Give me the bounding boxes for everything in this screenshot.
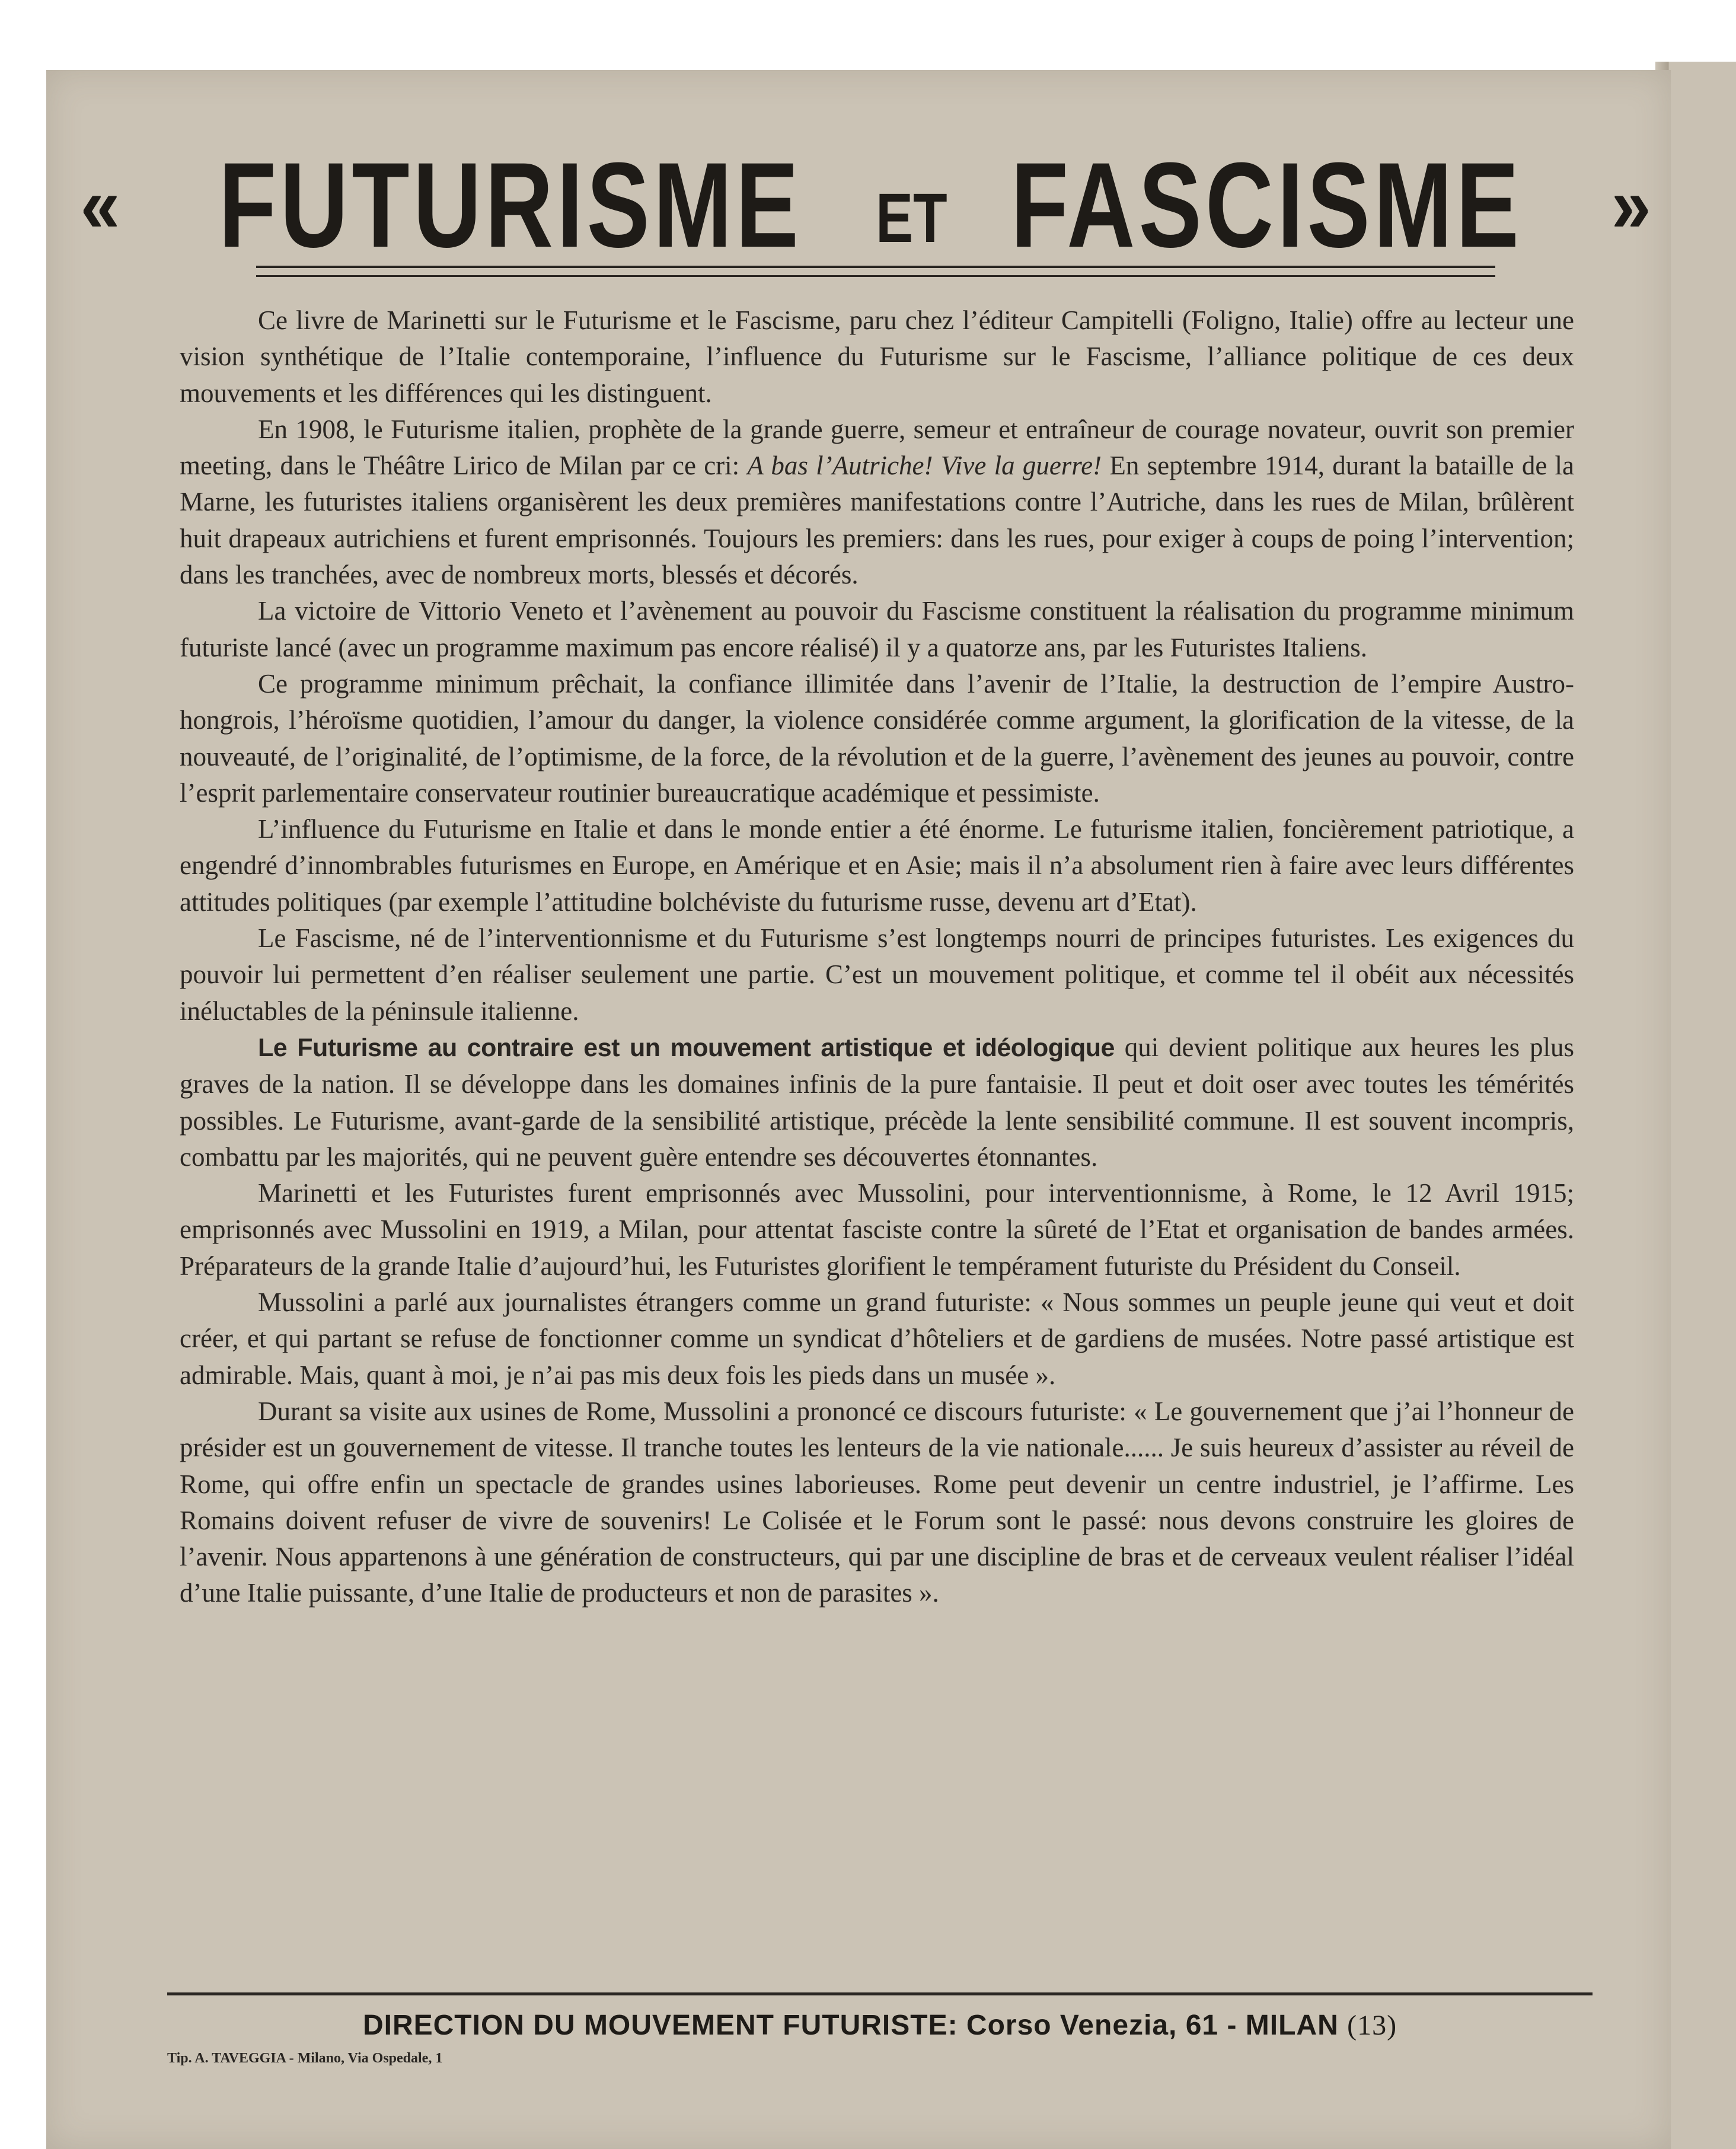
paragraph-2-text: En 1908, le Futurisme italien, prophète de la grande guerre, semeur et entraîneur de courage novateur, ouvrit son premier meeting, dans le Théâtre Lirico de Milan par ce cri: bbox=[180, 414, 1574, 481]
title-et: ET bbox=[876, 179, 947, 258]
paragraph-2-rest: En septembre 1914, durant la bataille de la Marne, les futuristes italiens organisèrent les deux premières manifestations contre l’Autriche, dans les rues de Milan, brûlèrent huit drapeaux autrichiens et furent emprisonnés. Toujours les premiers: dans les rues, pour exiger à coups de poing l’intervention; dans les tranchées, avec de nombreux morts, blessés et décorés. bbox=[180, 451, 1575, 590]
paragraph-8: Marinetti et les Futuristes furent emprisonnés avec Mussolini, pour interventionnisme, à Rome, le 12 Avril 1915; emprisonnés avec Mussolini en 1919, a Milan, pour attentat fasciste contre la sûreté de l’Etat et organisation de bandes armées. Préparateurs de la grande Italie d’aujourd’hui, les Futuristes glorifient le tempérament futuriste du Président du Conseil. bbox=[180, 1178, 1574, 1281]
paragraph-4: Ce programme minimum prêchait, la confiance illimitée dans l’avenir de l’Italie, la destruction de l’empire Austro-hongrois, l’héroïsme quotidien, l’amour du danger, la violence considérée comme argument, la glorification de la vitesse, de la nouveauté, de l’originalité, de l’optimisme, de la force, de la révolution et de la guerre, l’avènement des jeunes au pouvoir, contre l’esprit parlementaire conservateur routinier bureaucratique académique et pessimiste. bbox=[180, 668, 1574, 808]
footer-page-number: (13) bbox=[1347, 2010, 1397, 2041]
paragraph-2-italic-cry: A bas l’Autriche! Vive la guerre! bbox=[747, 451, 1102, 481]
footer-address bbox=[167, 2009, 1593, 2042]
title-close-quote: » bbox=[1611, 161, 1651, 250]
title-open-quote: « bbox=[80, 161, 120, 250]
title-futurisme: FUTURISME bbox=[219, 137, 803, 273]
paragraph-1: Ce livre de Marinetti sur le Futurisme et le Fascisme, paru chez l’éditeur Campitelli (Foligno, Italie) offre au lecteur une vision synthétique de l’Italie contemporaine, l’influence du Futurisme sur le Fascisme, l’alliance politique de ces deux mouvements et les différences qui les distinguent. bbox=[180, 305, 1574, 408]
footer-direction: DIRECTION DU MOUVEMENT FUTURISTE: Corso Venezia, 61 - MILAN bbox=[362, 2010, 1339, 2041]
paragraph-5: L’influence du Futurisme en Italie et dans le monde entier a été énorme. Le futurisme italien, foncièrement patriotique, a engendré d’innombrables futurismes en Europe, en Amérique et en Asie; mais il n’a absolument rien à faire avec leurs différentes attitudes politiques (par exemple l’attitudine bolchéviste du futurisme russe, devenu art d’Etat). bbox=[180, 814, 1574, 917]
adjacent-page-edge bbox=[1667, 62, 1736, 2149]
paragraph-7-rest: qui devient politique aux heures les plus graves de la nation. Il se développe dans les domaines infinis de la pure fantaisie. Il peut et doit oser avec toutes les témérités possibles. Le Futurisme, avant-garde de la sensibilité artistique, précède la lente sensibilité commune. Il est souvent incompris, combattu par les majorités, qui ne peuvent guère entendre ses découvertes étonnantes. bbox=[180, 1032, 1574, 1172]
paragraph-7-bold-lead: Le Futurisme au contraire est un mouvement artistique et idéologique bbox=[258, 1033, 1115, 1062]
paragraph-7 bbox=[180, 1029, 1574, 1175]
paragraph-3: La victoire de Vittorio Veneto et l’avènement au pouvoir du Fascisme constituent la réalisation du programme minimum futuriste lancé (avec un programme maximum pas encore réalisé) il y a quatorze ans, par les Futuristes Italiens. bbox=[180, 596, 1574, 662]
page-title bbox=[80, 137, 1651, 273]
paragraph-10: Durant sa visite aux usines de Rome, Mussolini a prononcé ce discours futuriste: « Le gouvernement que j’ai l’honneur de présider est un gouvernement de vitesse. Il tranche toutes les lenteurs de la vie nationale...... Je suis heureux d’assister au réveil de Rome, qui offre enfin un spectacle de grandes usines laborieuses. Rome peut devenir un centre industriel, je l’affirme. Les Romains doivent refuser de vivre de souvenirs! Le Colisée et le Forum sont le passé: nous devons construire les gloires de l’avenir. Nous appartenons à une génération de constructeurs, qui par une discipline de bras et de cerveaux veulent réaliser l’idéal d’une Italie puissante, d’une Italie de producteurs et non de parasites ». bbox=[180, 1396, 1574, 1608]
footer-rule bbox=[167, 1992, 1593, 1995]
title-fascisme: FASCISME bbox=[1010, 137, 1523, 273]
title-underline bbox=[256, 266, 1495, 277]
paragraph-9: Mussolini a parlé aux journalistes étrangers comme un grand futuriste: « Nous sommes un peuple jeune qui veut et doit créer, et qui partant se refuse de fonctionner comme un syndicat d’hôteliers et de gardiens de musées. Notre passé artistique est admirable. Mais, quant à moi, je n’ai pas mis deux fois les pieds dans un musée ». bbox=[180, 1287, 1574, 1390]
paragraph-2 bbox=[180, 412, 1574, 593]
paragraph-6: Le Fascisme, né de l’interventionnisme et du Futurisme s’est longtemps nourri de principes futuristes. Les exigences du pouvoir lui permettent d’en réaliser seulement une partie. C’est un mouvement politique, et comme tel il obéit aux nécessités inéluctables de la péninsule italienne. bbox=[180, 923, 1574, 1026]
printer-imprint: Tip. A. TAVEGGIA - Milano, Via Ospedale, 1 bbox=[167, 2051, 443, 2066]
article-body bbox=[180, 302, 1574, 1612]
